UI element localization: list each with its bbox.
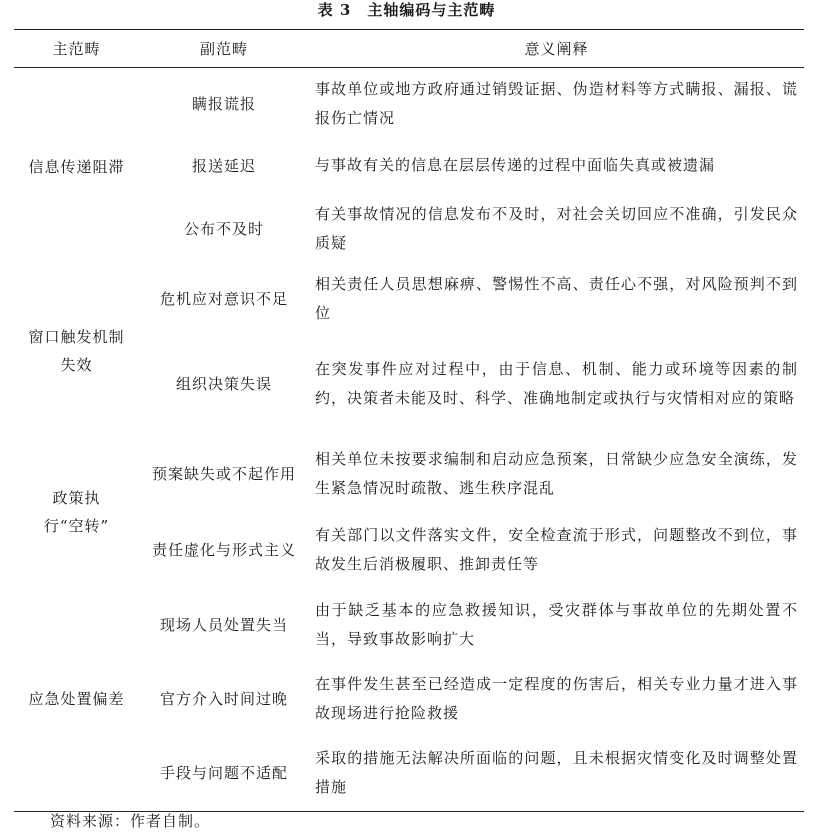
header-row xyxy=(14,30,804,68)
sub-category-cell: 预案缺失或不起作用 xyxy=(151,464,296,483)
table-row xyxy=(14,266,804,332)
meaning-cell: 与事故有关的信息在层层传递的过程中面临失真或被遗漏 xyxy=(315,156,716,174)
meaning-cell: 由于缺乏基本的应急救援知识，受灾群体与事故单位的先期处置不当，导致事故影响扩大 xyxy=(315,600,798,648)
table-title: 表 3 主轴编码与主范畴 xyxy=(317,1,496,19)
main-category-cell: 政策执行“空转” xyxy=(43,488,110,535)
main-category-cell: 应急处置偏差 xyxy=(28,690,125,709)
header-meaning: 意义阐释 xyxy=(309,30,804,68)
table-row xyxy=(14,436,804,512)
meaning-cell: 有关部门以文件落实文件，安全检查流于形式，问题整改不到位，事故发生后消极履职、推卸责任等 xyxy=(315,525,798,573)
sub-category-cell: 报送延迟 xyxy=(191,156,256,175)
sub-category-cell: 危机应对意识不足 xyxy=(159,289,288,308)
header-sub-category: 副范畴 xyxy=(139,30,309,68)
sub-category-cell: 现场人员处置失当 xyxy=(159,615,288,634)
sub-category-cell: 手段与问题不适配 xyxy=(159,764,288,783)
header-main-category: 主范畴 xyxy=(14,30,139,68)
sub-category-cell: 公布不及时 xyxy=(183,219,264,238)
coding-table xyxy=(14,29,804,812)
meaning-cell: 在突发事件应对过程中，由于信息、机制、能力或环境等因素的制约，决策者未能及时、科学、准确地制定或执行与灾情相对应的策略 xyxy=(315,359,798,407)
meaning-cell: 相关单位未按要求编制和启动应急预案，日常缺少应急安全演练，发生紧急情况时疏散、逃生秩序混乱 xyxy=(315,449,798,497)
main-category-cell: 窗口触发机制失效 xyxy=(28,327,125,374)
sub-category-cell: 官方介入时间过晚 xyxy=(159,689,288,708)
source-note: 资料来源：作者自制。 xyxy=(50,812,211,830)
sub-category-cell: 组织决策失误 xyxy=(175,374,272,393)
main-category-cell: 信息传递阻滞 xyxy=(28,157,125,176)
sub-category-cell: 责任虚化与形式主义 xyxy=(151,540,296,559)
meaning-cell: 相关责任人员思想麻痹、警惕性不高、责任心不强，对风险预判不到位 xyxy=(315,274,798,322)
meaning-cell: 有关事故情况的信息发布不及时，对社会关切回应不准确，引发民众质疑 xyxy=(315,204,798,252)
sub-category-cell: 瞒报谎报 xyxy=(191,94,256,113)
meaning-cell: 采取的措施无法解决所面临的问题，且未根据灾情变化及时调整处置措施 xyxy=(315,749,798,797)
meaning-cell: 事故单位或地方政府通过销毁证据、伪造材料等方式瞒报、漏报、谎报伤亡情况 xyxy=(315,79,798,127)
meaning-cell: 在事件发生甚至已经造成一定程度的伤害后，相关专业力量才进入事故现场进行抢险救援 xyxy=(315,674,798,722)
table-row xyxy=(14,588,804,662)
table-row xyxy=(14,68,804,140)
